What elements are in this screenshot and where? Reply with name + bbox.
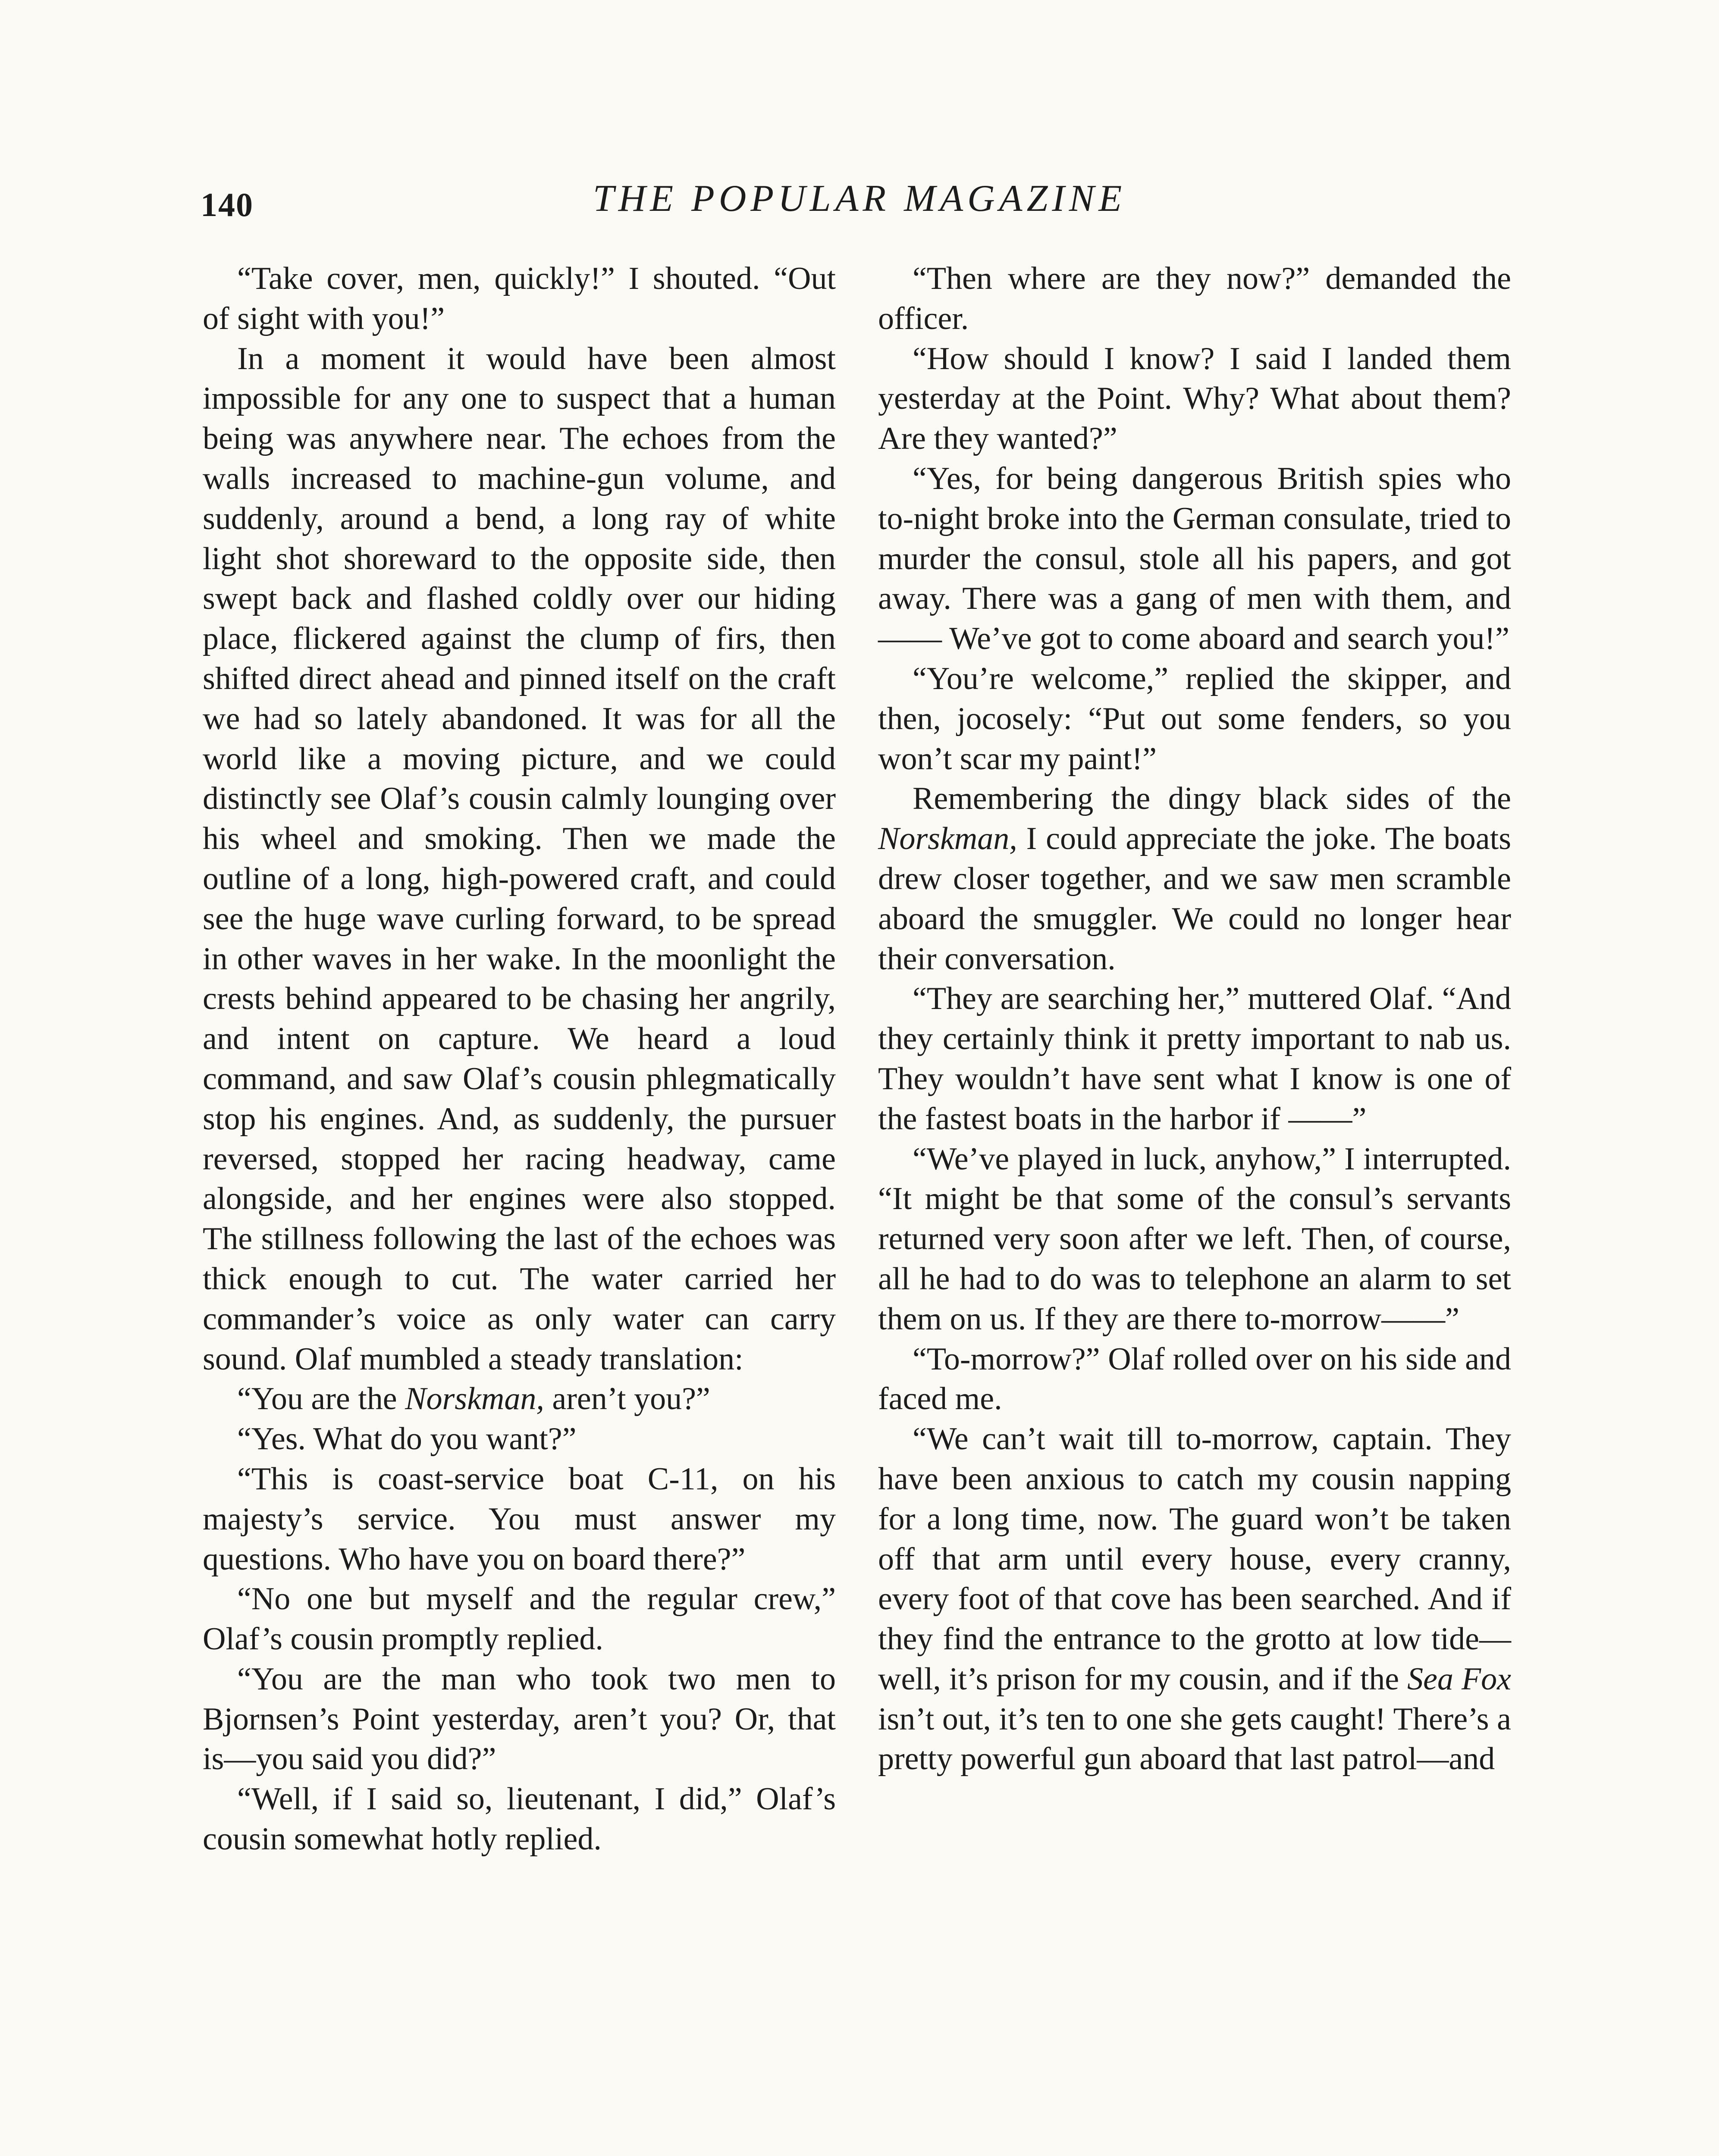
paragraph: In a moment it would have been almost impossible for any one to suspect that a human being was anywhere near. The echoes from the walls increased to machine-gun volume, and suddenly, around a bend, a long ray of white light shot shoreward to the opposite side, then swept back and flashed coldly over our hiding place, flickered against the clump of firs, then shifted direct ahead and pinned itself on the craft we had so lately abandoned. It was for all the world like a moving picture, and we could distinctly see Olaf’s cousin calmly lounging over his wheel and smoking. Then we made the outline of a long, high-powered craft, and could see the huge wave curling forward, to be spread in other waves in her wake. In the moonlight the crests behind appeared to be chasing her angrily, and intent on capture. We heard a loud command, and saw Olaf’s cousin phlegmatically stop his engines. And, as suddenly, the pursuer reversed, stopped her racing headway, came alongside, and her engines were also stopped. The stillness following the last of the echoes was thick enough to cut. The water carried her commander’s voice as only water can carry sound. Olaf mumbled a steady translation:: [203, 341, 836, 1377]
paragraph: “To-morrow?” Olaf rolled over on his side and faced me.: [878, 1341, 1511, 1417]
left-column: [203, 259, 836, 1859]
paragraph: “You are the Norskman, aren’t you?”: [237, 1381, 710, 1417]
page-header: [201, 177, 1518, 237]
paragraph: “No one but myself and the regular crew,” Olaf’s cousin promptly replied.: [203, 1581, 836, 1657]
italic-text: Sea Fox: [1407, 1661, 1511, 1697]
magazine-title: THE POPULAR MAGAZINE: [593, 178, 1126, 219]
paragraph: “This is coast-service boat C-11, on his majesty’s service. You must answer my questions. Who have you on board there?”: [203, 1461, 836, 1577]
paragraph: “They are searching her,” muttered Olaf. “And they certainly think it pretty important to nab us. They wouldn’t have sent what I know is one of the fastest boats in the harbor if ——”: [878, 981, 1511, 1137]
paragraph: “You are the man who took two men to Bjornsen’s Point yesterday, aren’t you? Or, that is—you said you did?”: [203, 1661, 836, 1777]
paragraph: “We’ve played in luck, anyhow,” I interrupted. “It might be that some of the consul’s servants returned very soon after we left. Then, of course, all he had to do was to telephone an alarm to set them on us. If they are there to-morrow——”: [878, 1141, 1511, 1337]
paragraph: “Yes, for being dangerous British spies who to-night broke into the German consulate, tried to murder the consul, stole all his papers, and got away. There was a gang of men with them, and—— We’ve got to come aboard and search you!”: [878, 461, 1511, 657]
page-number: 140: [201, 186, 254, 223]
paragraph: Remembering the dingy black sides of the Norskman, I could appreciate the joke. The boats drew closer together, and we saw men scramble aboard the smuggler. We could no longer hear their conversation.: [878, 781, 1511, 977]
paragraph: “Well, if I said so, lieutenant, I did,” Olaf’s cousin somewhat hotly replied.: [203, 1781, 836, 1857]
paragraph: “You’re welcome,” replied the skipper, and then, jocosely: “Put out some fenders, so you won’t scar my paint!”: [878, 661, 1511, 777]
right-column: [878, 259, 1511, 1779]
paragraph: “Then where are they now?” demanded the officer.: [878, 261, 1511, 336]
italic-text: Norskman,: [878, 821, 1017, 857]
italic-text: Norskman,: [405, 1381, 544, 1417]
paragraph: “We can’t wait till to-morrow, captain. They have been anxious to catch my cousin napping for a long time, now. The guard won’t be taken off that arm until every house, every cranny, every foot of that cove has been searched. And if they find the entrance to the grotto at low tide—well, it’s prison for my cousin, and if the Sea Fox isn’t out, it’s ten to one she gets caught! There’s a pretty powerful gun aboard that last patrol—and: [878, 1421, 1511, 1777]
paragraph: “Take cover, men, quickly!” I shouted. “Out of sight with you!”: [203, 261, 836, 336]
paragraph: “How should I know? I said I landed them yesterday at the Point. Why? What about them? Are they wanted?”: [878, 341, 1511, 457]
paragraph: “Yes. What do you want?”: [237, 1421, 577, 1457]
